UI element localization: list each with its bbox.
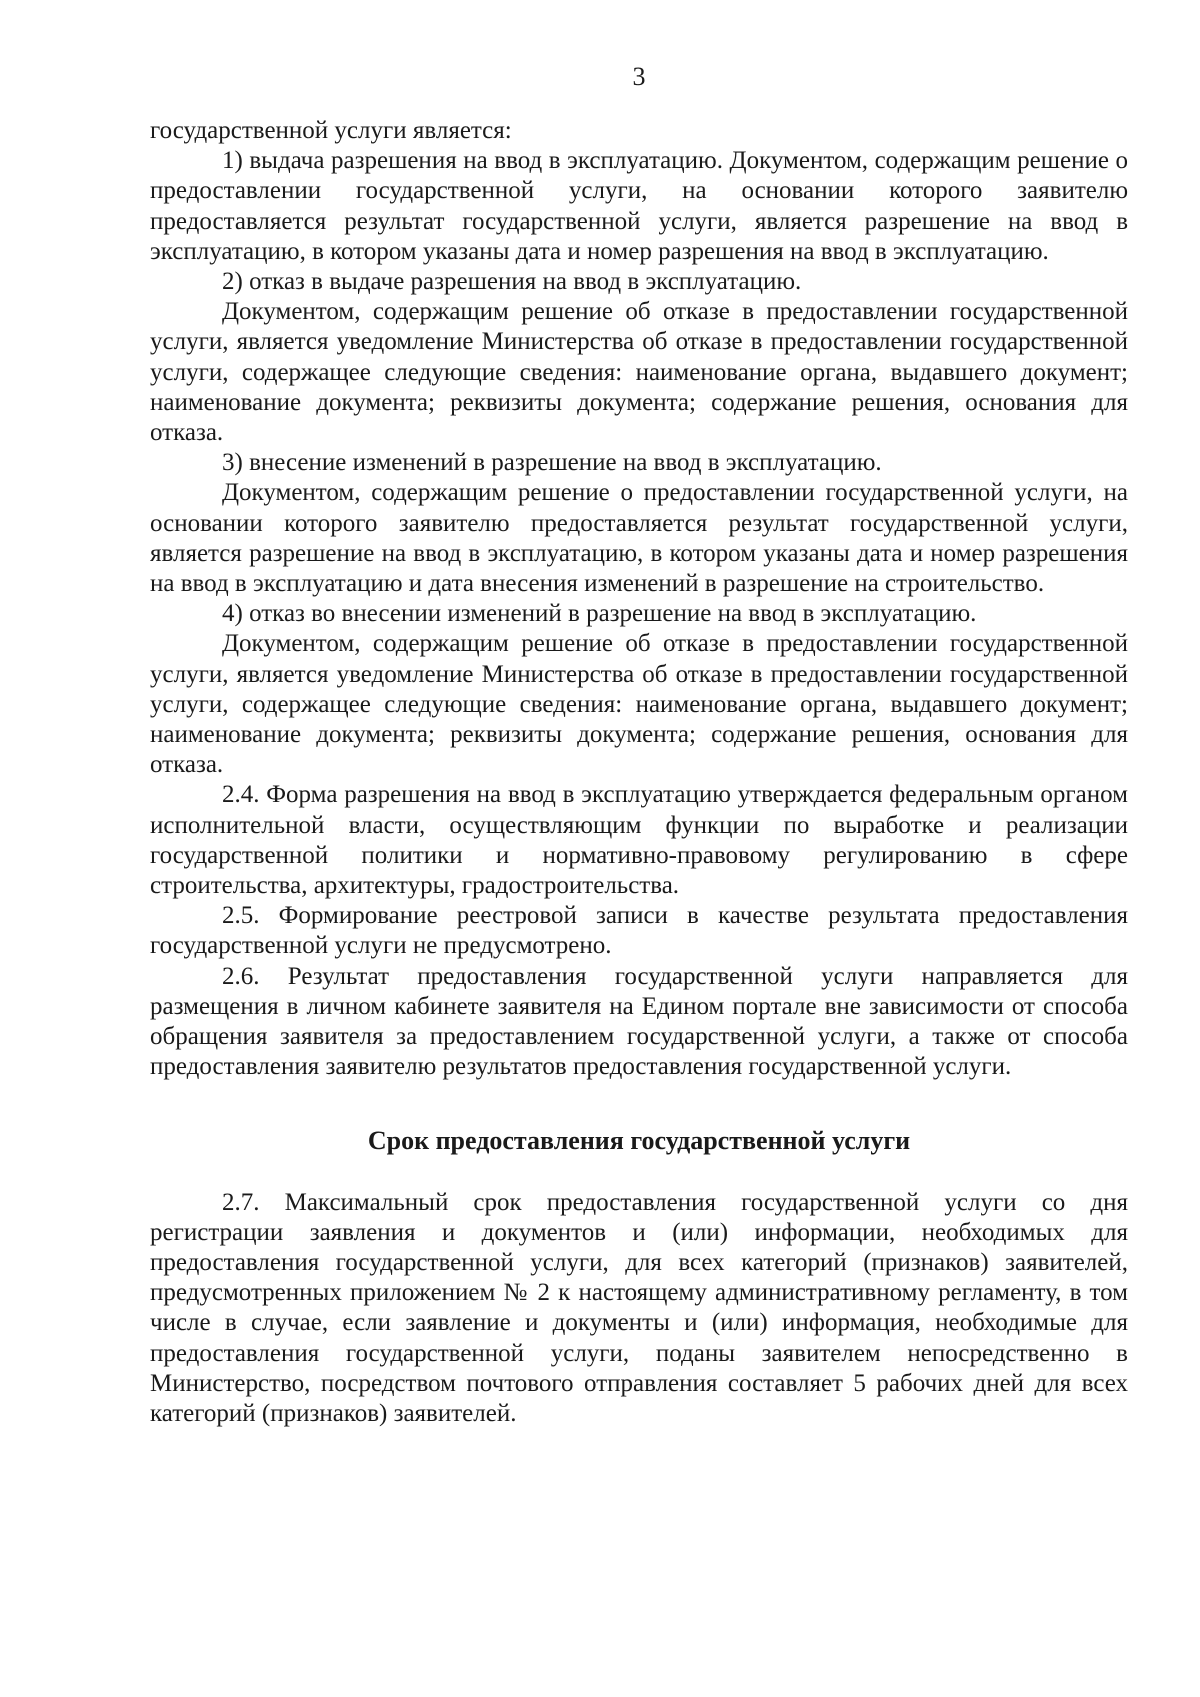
paragraph-result-3: 3) внесение изменений в разрешение на ввод в эксплуатацию.: [222, 449, 882, 477]
paragraph-2-4: 2.4. Форма разрешения на ввод в эксплуатацию утверждается федеральным органом исполнительной власти, осуществляющим функции по выработке и реализации государственной политики и нормативно-правовому регулированию в сфере строительства, архитектуры, градостроительства.: [150, 781, 1128, 900]
section-heading: Срок предоставления государственной услуги: [367, 1125, 911, 1155]
paragraph-2-6: 2.6. Результат предоставления государственной услуги направляется для размещения в личном кабинете заявителя на Едином портале вне зависимости от способа обращения заявителя за предоставлением государственной услуги, а также от способа предоставления заявителю результатов предоставления государственной услуги.: [150, 962, 1128, 1081]
paragraph-2-5: 2.5. Формирование реестровой записи в качестве результата предоставления государственной услуги не предусмотрено.: [150, 902, 1128, 960]
page-number: 3: [632, 62, 646, 91]
paragraph-refusal-document-2: Документом, содержащим решение об отказе в предоставлении государственной услуги, является уведомление Министерства об отказе в предоставлении государственной услуги, содержащее следующие сведения: наименование органа, выдавшего документ; наименование документа; реквизиты документа; содержание решения, основания для отказа.: [150, 630, 1128, 779]
paragraph-result-2: 2) отказ в выдаче разрешения на ввод в эксплуатацию.: [222, 268, 802, 296]
paragraph-refusal-document-1: Документом, содержащим решение об отказе в предоставлении государственной услуги, является уведомление Министерства об отказе в предоставлении государственной услуги, содержащее следующие сведения: наименование органа, выдавшего документ; наименование документа; реквизиты документа; содержание решения, основания для отказа.: [150, 298, 1128, 447]
document-body: [150, 116, 1128, 1429]
paragraph-2-7: 2.7. Максимальный срок предоставления государственной услуги со дня регистрации заявления и документов и (или) информации, необходимых для предоставления государственной услуги, для всех категорий (признаков) заявителей, предусмотренных приложением № 2 к настоящему административному регламенту, в том числе в случае, если заявление и документы и (или) информация, необходимые для предоставления государственной услуги, поданы заявителем непосредственно в Министерство, посредством почтового отправления составляет 5 рабочих дней для всех категорий (признаков) заявителей.: [150, 1188, 1128, 1427]
paragraph-result-4: 4) отказ во внесении изменений в разрешение на ввод в эксплуатацию.: [222, 600, 977, 628]
paragraph-continuation: государственной услуги является:: [150, 117, 512, 144]
paragraph-result-1: 1) выдача разрешения на ввод в эксплуатацию. Документом, содержащим решение о предоставлении государственной услуги, на основании которого заявителю предоставляется результат государственной услуги, является разрешение на ввод в эксплуатацию, в котором указаны дата и номер разрешения на ввод в эксплуатацию.: [150, 147, 1128, 265]
paragraph-changes-document: Документом, содержащим решение о предоставлении государственной услуги, на основании которого заявителю предоставляется результат государственной услуги, является разрешение на ввод в эксплуатацию, в котором указаны дата и номер разрешения на ввод в эксплуатацию и дата внесения изменений в разрешение на строительство.: [150, 479, 1128, 598]
